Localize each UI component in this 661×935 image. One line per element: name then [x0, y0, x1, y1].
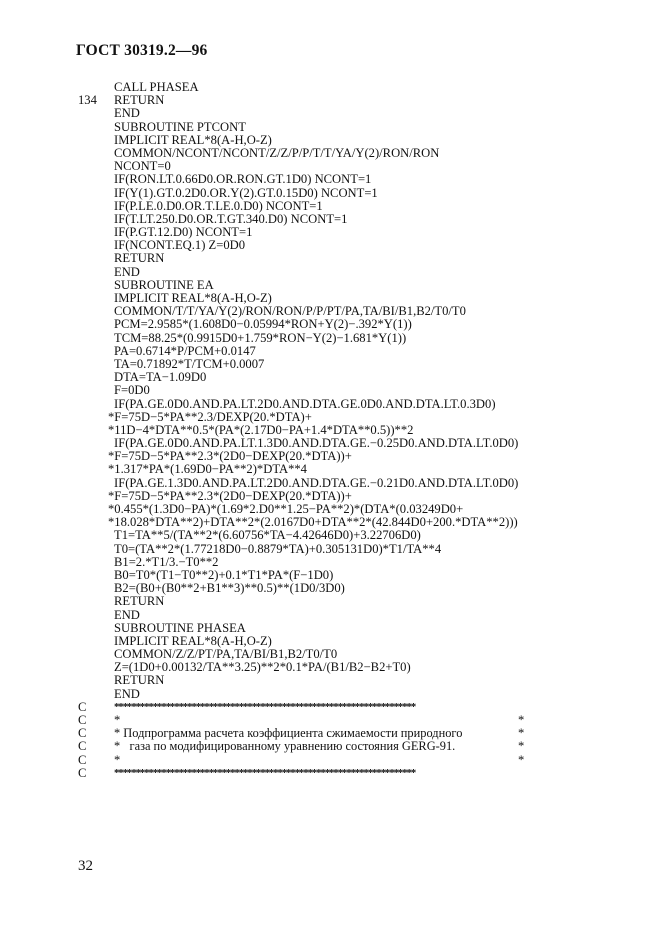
code-line: [78, 543, 618, 556]
line-text: PA=0.6714*P/PCM+0.0147: [114, 343, 256, 358]
code-line: [78, 134, 618, 147]
code-line: [78, 332, 618, 345]
line-text: SUBROUTINE PHASEA: [114, 620, 246, 635]
line-label: C: [78, 765, 87, 780]
line-text: IF(PA.GE.0D0.AND.PA.LT.1.3D0.AND.DTA.GE.−0.25D0.AND.DTA.LT.0D0): [114, 436, 519, 451]
line-text: **********************************************************************: [114, 766, 416, 779]
line-text: *0.455*(1.3D0−PA)*(1.69*2.D0**1.25−PA**2)*(DTA*(0.03249D0+: [108, 502, 464, 516]
line-label: C: [78, 739, 87, 754]
line-text: T0=(TA**2*(1.77218D0−0.8879*TA)+0.305131D0)*T1/TA**4: [114, 541, 442, 556]
code-line: [78, 411, 618, 424]
code-line: [78, 252, 618, 265]
code-line: [78, 173, 618, 186]
line-text: CALL PHASEA: [114, 80, 199, 94]
line-text: IF(PA.GE.1.3D0.AND.PA.LT.2D0.AND.DTA.GE.−0.21D0.AND.DTA.LT.0D0): [114, 475, 519, 490]
code-line: [78, 200, 618, 213]
line-text: *11D−4*DTA**0.5*(PA*(2.17D0−PA+1.4*DTA**0.5))**2: [108, 422, 414, 437]
line-text: *18.028*DTA**2)+DTA**2*(2.0167D0+DTA**2*(42.844D0+200.*DTA**2))): [108, 515, 518, 530]
code-line: [78, 477, 618, 490]
line-text: IF(NCONT.EQ.1) Z=0D0: [114, 238, 246, 253]
line-text: * газа по модифицированному уравнению состояния GERG-91.: [114, 739, 456, 754]
line-label: C: [78, 713, 87, 727]
line-text: IF(RON.LT.0.66D0.OR.RON.GT.1D0) NCONT=1: [114, 172, 372, 187]
line-text: IF(P.LE.0.D0.OR.T.LE.0.D0) NCONT=1: [114, 198, 323, 213]
line-text: RETURN: [114, 251, 165, 266]
line-label: C: [78, 752, 87, 767]
code-line: [78, 463, 618, 476]
page-number: 32: [78, 858, 93, 874]
line-text: END: [114, 106, 140, 121]
line-text: *F=75D−5*PA**2.3/DEXP(20.*DTA)+: [108, 409, 312, 424]
code-line: [78, 556, 618, 569]
line-text: COMMON/NCONT/NCONT/Z/Z/P/P/T/T/YA/Y(2)/RON/RON: [114, 145, 440, 160]
code-line: [78, 384, 618, 397]
comment-border-star: *: [518, 713, 525, 727]
code-line: [78, 688, 618, 701]
line-text: IMPLICIT REAL*8(A-H,O-Z): [114, 633, 272, 648]
line-text: B1=2.*T1/3.−T0**2: [114, 554, 219, 569]
line-text: RETURN: [114, 594, 165, 609]
line-text: *F=75D−5*PA**2.3*(2D0−DEXP(20.*DTA))+: [108, 488, 352, 503]
line-text: PCM=2.9585*(1.608D0−0.05994*RON+Y(2)−.392*Y(1)): [114, 317, 412, 332]
line-text: **********************************************************************: [114, 700, 416, 713]
code-line: [78, 609, 618, 622]
line-text: SUBROUTINE EA: [114, 277, 214, 292]
line-label: 134: [78, 93, 97, 108]
line-text: IF(Y(1).GT.0.2D0.OR.Y(2).GT.0.15D0) NCONT=1: [114, 185, 378, 200]
line-text: SUBROUTINE PTCONT: [114, 119, 246, 134]
line-text: *F=75D−5*PA**2.3*(2D0−DEXP(20.*DTA))+: [108, 449, 352, 464]
line-text: IF(P.GT.12.D0) NCONT=1: [114, 225, 253, 240]
line-text: T1=TA**5/(TA**2*(6.60756*TA−4.42646D0)+3.22706D0): [114, 528, 421, 543]
line-text: *1.317*PA*(1.69D0−PA**2)*DTA**4: [108, 462, 307, 477]
line-text: DTA=TA−1.09D0: [114, 370, 207, 385]
fortran-listing: [78, 81, 618, 780]
line-text: IF(T.LT.250.D0.OR.T.GT.340.D0) NCONT=1: [114, 211, 348, 226]
code-line: [78, 345, 618, 358]
line-text: END: [114, 607, 140, 622]
line-text: IF(PA.GE.0D0.AND.PA.LT.2D0.AND.DTA.GE.0D0.AND.DTA.LT.0.3D0): [114, 396, 496, 411]
line-text: * Подпрограмма расчета коэффициента сжимаемости природного: [114, 726, 463, 741]
line-text: END: [114, 686, 140, 701]
comment-border-star: *: [518, 739, 525, 754]
line-label: C: [78, 726, 87, 741]
line-text: Z=(1D0+0.00132/TA**3.25)**2*0.1*PA/(B1/B2−B2+T0): [114, 660, 411, 675]
line-text: COMMON/T/T/YA/Y(2)/RON/RON/P/P/PT/PA,TA/BI/B1,B2/T0/T0: [114, 304, 466, 319]
code-line: [78, 318, 618, 331]
comment-border-star: *: [518, 752, 525, 767]
code-line: [78, 107, 618, 120]
line-text: IMPLICIT REAL*8(A-H,O-Z): [114, 291, 272, 305]
code-line: [78, 94, 618, 107]
document-header: ГОСТ 30319.2—96: [76, 42, 208, 59]
line-text: RETURN: [114, 673, 165, 688]
line-text: COMMON/Z/Z/PT/PA,TA/BI/B1,B2/T0/T0: [114, 647, 338, 662]
line-text: *: [114, 713, 121, 727]
line-text: *: [114, 752, 121, 767]
line-text: TA=0.71892*T/TCM+0.0007: [114, 356, 265, 371]
code-line: [78, 622, 618, 635]
line-text: F=0D0: [114, 383, 150, 398]
code-line: [78, 529, 618, 542]
code-line: [78, 701, 618, 714]
code-line: [78, 266, 618, 279]
code-line: [78, 595, 618, 608]
code-line: [78, 371, 618, 384]
code-line: [78, 398, 618, 411]
line-text: END: [114, 264, 140, 279]
code-line: [78, 674, 618, 687]
code-line: [78, 754, 618, 767]
comment-border-star: *: [518, 726, 525, 741]
line-text: RETURN: [114, 93, 165, 108]
line-text: B2=(B0+(B0**2+B1**3)**0.5)**(1D0/3D0): [114, 581, 345, 596]
line-text: NCONT=0: [114, 159, 171, 174]
line-label: C: [78, 699, 87, 714]
line-text: TCM=88.25*(0.9915D0+1.759*RON−Y(2)−1.681*Y(1)): [114, 330, 407, 345]
code-line: [78, 187, 618, 200]
code-line: [78, 767, 618, 780]
code-line: [78, 740, 618, 753]
line-text: IMPLICIT REAL*8(A-H,O-Z): [114, 132, 272, 147]
line-text: B0=T0*(T1−T0**2)+0.1*T1*PA*(F−1D0): [114, 567, 334, 582]
code-line: [78, 121, 618, 134]
